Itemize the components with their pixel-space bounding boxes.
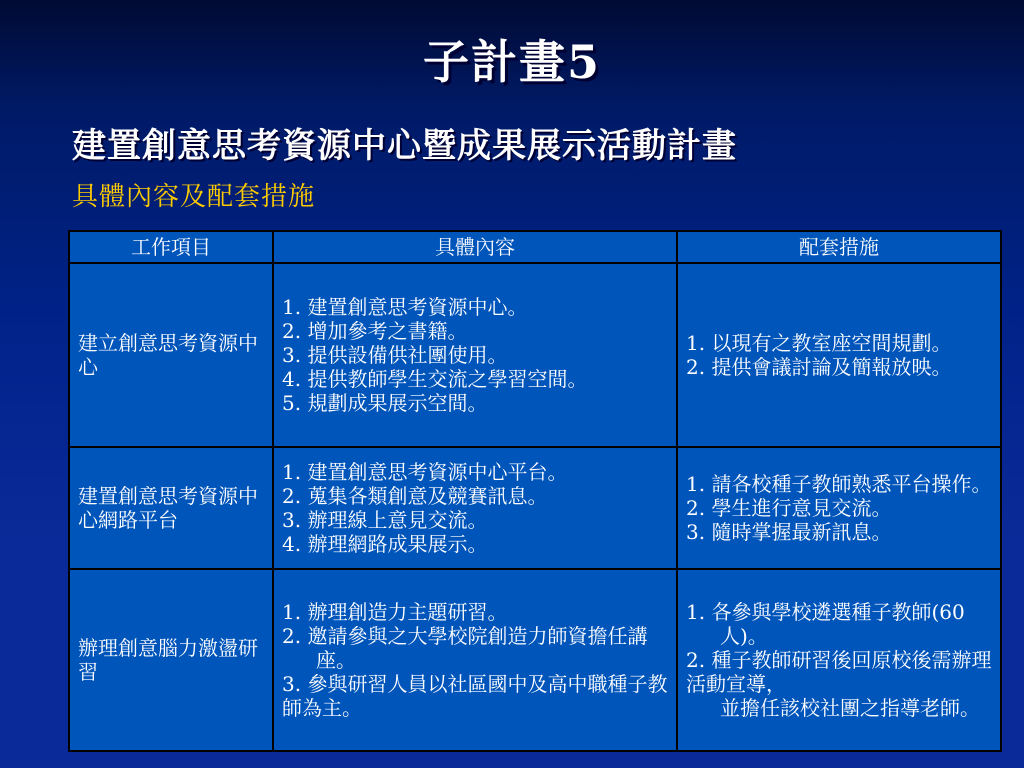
plan-table <box>68 230 1002 752</box>
content-cell <box>273 447 677 569</box>
measures-cell <box>677 263 1001 447</box>
list-item: 1. 請各校種子教師熟悉平台操作。 <box>686 472 992 496</box>
measures-list <box>686 331 992 379</box>
work-item-cell: 建立創意思考資源中心 <box>69 263 273 447</box>
section-heading: 具體內容及配套措施 <box>72 182 316 212</box>
list-item: 2. 學生進行意見交流。 <box>686 496 892 520</box>
column-header-content: 具體內容 <box>273 231 677 263</box>
list-item: 3. 提供設備供社團使用。 <box>282 343 508 367</box>
content-cell <box>273 569 677 751</box>
content-list <box>282 460 668 556</box>
measures-cell <box>677 569 1001 751</box>
work-item-cell: 辦理創意腦力激盪研習 <box>69 569 273 751</box>
list-item: 2. 提供會議討論及簡報放映。 <box>686 355 952 379</box>
column-header-work-item: 工作項目 <box>69 231 273 263</box>
list-item: 4. 提供教師學生交流之學習空間。 <box>282 367 588 391</box>
list-item: 3. 隨時掌握最新訊息。 <box>686 520 892 544</box>
list-item: 5. 規劃成果展示空間。 <box>282 391 488 415</box>
slide-title: 子計畫5 <box>422 35 601 89</box>
table-row <box>69 447 1001 569</box>
list-item: 2. 增加參考之書籍。 <box>282 319 468 343</box>
list-item: 1. 以現有之教室座空間規劃。 <box>686 331 952 355</box>
list-item: 1. 建置創意思考資源中心。 <box>282 295 528 319</box>
list-item: 1. 建置創意思考資源中心平台。 <box>282 460 568 484</box>
list-item-continuation: 並擔任該校社團之指導老師。 <box>720 696 980 720</box>
work-item-cell: 建置創意思考資源中心網路平台 <box>69 447 273 569</box>
measures-cell <box>677 447 1001 569</box>
list-item: 2. 蒐集各類創意及競賽訊息。 <box>282 484 548 508</box>
slide-subtitle: 建置創意思考資源中心暨成果展示活動計畫 <box>72 126 737 166</box>
column-header-measures: 配套措施 <box>677 231 1001 263</box>
table-header-row <box>69 231 1001 263</box>
content-list <box>282 295 668 415</box>
content-cell <box>273 263 677 447</box>
list-item: 2. 邀請參與之大學校院創造力師資擔任講座。 <box>282 624 648 672</box>
list-item: 1. 各參與學校遴選種子教師(60人)。 <box>686 600 965 648</box>
list-item: 4. 辦理網路成果展示。 <box>282 532 488 556</box>
list-item: 2. 種子教師研習後回原校後需辦理活動宣導， <box>686 648 992 696</box>
table-row <box>69 263 1001 447</box>
list-item: 1. 辦理創造力主題研習。 <box>282 600 508 624</box>
list-item: 3. 參與研習人員以社區國中及高中職種子教師為主。 <box>282 672 668 720</box>
list-item: 3. 辦理線上意見交流。 <box>282 508 488 532</box>
table-row <box>69 569 1001 751</box>
